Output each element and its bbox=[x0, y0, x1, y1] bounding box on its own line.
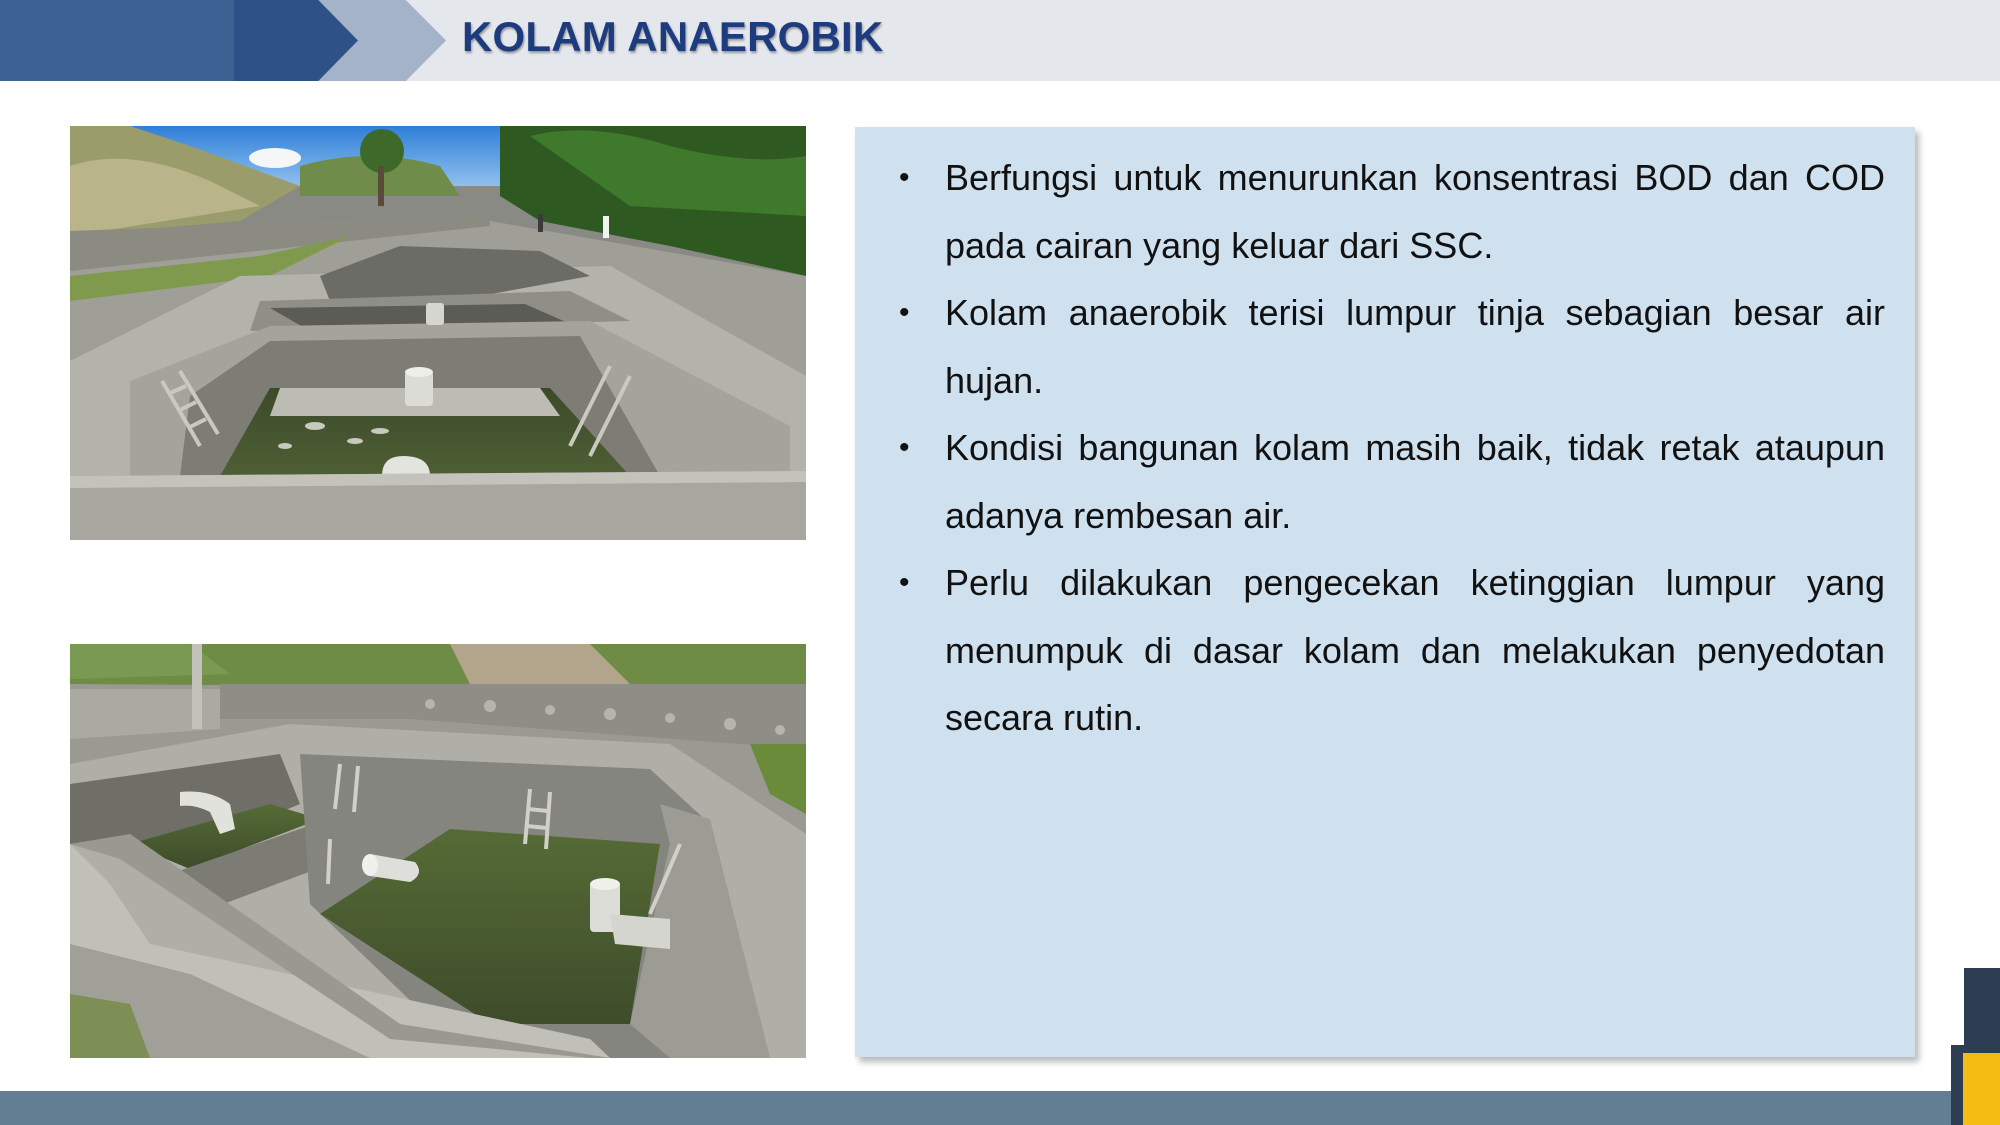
photo-pond-bottom bbox=[70, 644, 806, 1058]
corner-accent-yellow bbox=[1963, 1053, 2000, 1125]
bullet-icon: • bbox=[899, 161, 910, 194]
header-accent-block bbox=[0, 0, 236, 81]
bullet-icon: • bbox=[899, 566, 910, 599]
bullet-text: Perlu dilakukan pengecekan ketinggian lumpur yang menumpuk di dasar kolam dan melakukan penyedotan secara rutin. bbox=[945, 562, 1885, 738]
header-bar bbox=[0, 0, 2000, 81]
corner-accent-dark bbox=[1964, 968, 2000, 1054]
bullet-list bbox=[885, 144, 1885, 752]
bullet-text: Berfungsi untuk menurunkan konsentrasi BOD dan COD pada cairan yang keluar dari SSC. bbox=[945, 157, 1885, 266]
page-title: KOLAM ANAEROBIK bbox=[462, 13, 884, 60]
bullet-item bbox=[885, 279, 1885, 414]
bullet-icon: • bbox=[899, 296, 910, 329]
footer-bar bbox=[0, 1091, 2000, 1125]
photo-pond-top bbox=[70, 126, 806, 540]
bullet-text: Kolam anaerobik terisi lumpur tinja sebagian besar air hujan. bbox=[945, 292, 1885, 401]
bullet-text: Kondisi bangunan kolam masih baik, tidak retak ataupun adanya rembesan air. bbox=[945, 427, 1885, 536]
bullet-item bbox=[885, 144, 1885, 279]
info-panel bbox=[855, 127, 1915, 1057]
bullet-item bbox=[885, 549, 1885, 752]
bullet-icon: • bbox=[899, 431, 910, 464]
bullet-item bbox=[885, 414, 1885, 549]
